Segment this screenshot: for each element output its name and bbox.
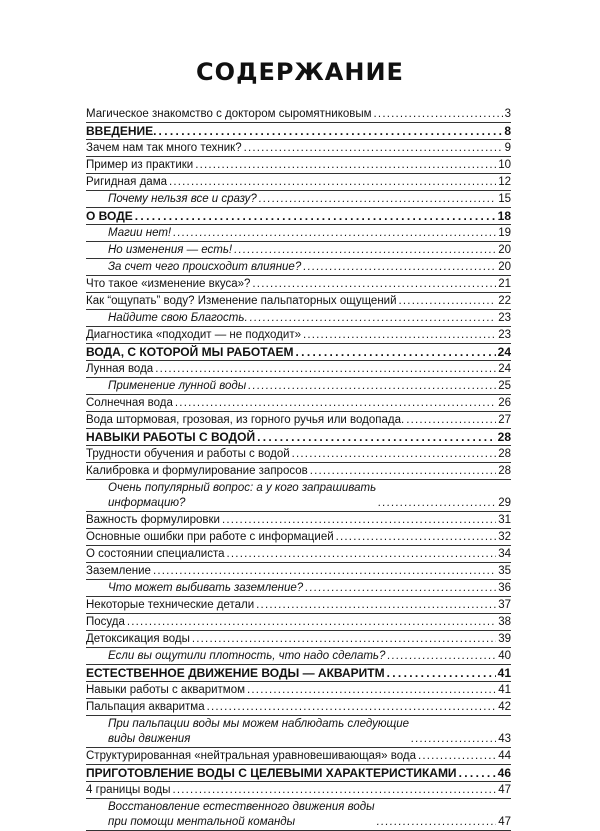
page-number: 25 xyxy=(498,380,511,392)
entry-title: Что такое «изменение вкуса»? xyxy=(86,278,251,290)
toc-entry xyxy=(86,276,511,293)
toc-entry xyxy=(86,682,511,699)
dot-leader xyxy=(411,732,496,747)
entry-title: Но изменения — есть! xyxy=(108,244,233,256)
dot-leader xyxy=(374,107,503,122)
entry-title-line: Восстановление естественного движения воды xyxy=(108,801,375,813)
page-number: 43 xyxy=(498,733,511,745)
entry-title: Применение лунной воды xyxy=(108,380,247,392)
entry-title-line: Очень популярный вопрос: а у кого запрашивать xyxy=(108,482,377,494)
dot-leader xyxy=(153,564,496,579)
toc-entry xyxy=(86,327,511,344)
dot-leader xyxy=(292,447,497,462)
toc-entry xyxy=(86,748,511,765)
entry-title: ЕСТЕСТВЕННОЕ ДВИЖЕНИЕ ВОДЫ — АКВАРИТМ xyxy=(86,666,385,680)
entry-title-line: при помощи ментальной команды xyxy=(108,816,296,828)
entry-title: Как “ощупать” воду? Изменение пальпаторных ощущений xyxy=(86,295,397,307)
page-number: 21 xyxy=(498,278,511,290)
toc-entry xyxy=(86,310,511,327)
toc-entry xyxy=(86,799,511,831)
page-number: 27 xyxy=(498,414,511,426)
entry-title: Вода штормовая, грозовая, из горного ручья или водопада. xyxy=(86,414,405,426)
page-number: 24 xyxy=(497,345,511,359)
toc-entry xyxy=(86,699,511,716)
page-number: 46 xyxy=(497,766,511,780)
page-number: 31 xyxy=(498,514,511,526)
toc-entry xyxy=(86,580,511,597)
toc-entry xyxy=(86,157,511,174)
dot-leader xyxy=(135,209,496,224)
dot-leader xyxy=(227,547,497,562)
entry-title-line: виды движения xyxy=(108,733,191,745)
page-number: 42 xyxy=(498,701,511,713)
page-number: 18 xyxy=(497,209,511,223)
dot-leader xyxy=(248,379,496,394)
entry-title: НАВЫКИ РАБОТЫ С ВОДОЙ xyxy=(86,430,256,444)
entry-title: За счет чего происходит влияние? xyxy=(108,261,302,273)
dot-leader xyxy=(259,192,496,207)
dot-leader xyxy=(222,513,496,528)
page-number: 40 xyxy=(498,650,511,662)
page-number: 37 xyxy=(498,599,511,611)
toc-entry xyxy=(86,716,511,748)
dot-leader xyxy=(305,581,496,596)
page-number: 15 xyxy=(498,193,511,205)
dot-leader xyxy=(377,815,497,830)
entry-title: Магическое знакомство с доктором сыромятниковым xyxy=(86,108,372,120)
toc-entry xyxy=(86,463,511,480)
page-number: 36 xyxy=(498,582,511,594)
toc-entry xyxy=(86,395,511,412)
dot-leader xyxy=(195,158,496,173)
toc-entry xyxy=(86,512,511,529)
page-number: 32 xyxy=(498,531,511,543)
entry-title xyxy=(108,717,409,747)
toc-entry xyxy=(86,614,511,631)
page-number: 38 xyxy=(498,616,511,628)
entry-title: Детоксикация воды xyxy=(86,633,190,645)
dot-leader xyxy=(256,598,496,613)
toc-entry xyxy=(86,563,511,580)
dot-leader xyxy=(247,683,496,698)
dot-leader xyxy=(173,783,497,798)
table-of-contents xyxy=(86,106,511,831)
entry-title: Посуда xyxy=(86,616,125,628)
entry-title: Важность формулировки xyxy=(86,514,220,526)
toc-entry xyxy=(86,106,511,123)
entry-title-line: информацию? xyxy=(108,497,186,509)
toc-entry xyxy=(86,412,511,429)
page-number: 35 xyxy=(498,565,511,577)
page-number: 12 xyxy=(498,176,511,188)
entry-title: Почему нельзя все и сразу? xyxy=(108,193,257,205)
page-number: 47 xyxy=(498,784,511,796)
page-number: 23 xyxy=(498,329,511,341)
page-number: 19 xyxy=(498,227,511,239)
page-number: 23 xyxy=(498,312,511,324)
dot-leader xyxy=(418,749,496,764)
entry-title: Если вы ощутили плотность, что надо сделать? xyxy=(108,650,386,662)
entry-title: Трудности обучения и работы с водой xyxy=(86,448,290,460)
entry-title: Пример из практики xyxy=(86,159,194,171)
entry-title-line: При пальпации воды мы можем наблюдать следующие xyxy=(108,718,410,730)
entry-title: Что может выбивать заземление? xyxy=(108,582,304,594)
dot-leader xyxy=(459,766,496,781)
entry-title: Навыки работы с акваритмом xyxy=(86,684,246,696)
dot-leader xyxy=(303,260,496,275)
entry-title: Структурированная «нейтральная уравновешивающая» вода xyxy=(86,750,416,762)
dot-leader xyxy=(207,700,497,715)
toc-entry xyxy=(86,361,511,378)
dot-leader xyxy=(244,141,503,156)
dot-leader xyxy=(378,496,496,511)
dot-leader xyxy=(399,294,497,309)
toc-section-entry xyxy=(86,665,511,682)
toc-entry xyxy=(86,293,511,310)
page-number: 20 xyxy=(498,261,511,273)
dot-leader xyxy=(257,430,496,445)
entry-title: ВОДА, С КОТОРОЙ МЫ РАБОТАЕМ xyxy=(86,345,294,359)
toc-entry xyxy=(86,648,511,665)
toc-entry xyxy=(86,480,511,512)
page-number: 8 xyxy=(504,124,511,138)
entry-title: О ВОДЕ xyxy=(86,209,133,223)
entry-title: Пальпация акваритма xyxy=(86,701,205,713)
dot-leader xyxy=(127,615,496,630)
toc-entry xyxy=(86,631,511,648)
toc-entry xyxy=(86,140,511,157)
entry-title: Найдите свою Благость. xyxy=(108,312,248,324)
toc-section-entry xyxy=(86,344,511,361)
dot-leader xyxy=(155,362,496,377)
entry-title: Ригидная дама xyxy=(86,176,167,188)
dot-leader xyxy=(336,530,497,545)
toc-entry xyxy=(86,529,511,546)
dot-leader xyxy=(192,632,496,647)
page-number: 34 xyxy=(498,548,511,560)
page-number: 41 xyxy=(498,684,511,696)
page-number: 9 xyxy=(504,142,511,154)
dot-leader xyxy=(252,277,496,292)
page-number: 20 xyxy=(498,244,511,256)
dot-leader xyxy=(175,396,496,411)
page-number: 28 xyxy=(498,465,511,477)
page-number: 44 xyxy=(498,750,511,762)
entry-title: Зачем нам так много техник? xyxy=(86,142,242,154)
dot-leader xyxy=(387,649,496,664)
dot-leader xyxy=(234,243,496,258)
toc-section-entry xyxy=(86,123,511,140)
dot-leader xyxy=(250,311,497,326)
page-number: 3 xyxy=(504,108,511,120)
toc-entry xyxy=(86,191,511,208)
entry-title: ВВЕДЕНИЕ. xyxy=(86,124,157,138)
toc-entry xyxy=(86,597,511,614)
dot-leader xyxy=(295,345,495,360)
page-number: 10 xyxy=(498,159,511,171)
entry-title: ПРИГОТОВЛЕНИЕ ВОДЫ С ЦЕЛЕВЫМИ ХАРАКТЕРИСТИКАМИ xyxy=(86,766,457,780)
toc-section-entry xyxy=(86,429,511,446)
toc-entry xyxy=(86,174,511,191)
entry-title: Солнечная вода xyxy=(86,397,173,409)
page-number: 28 xyxy=(497,430,511,444)
toc-entry xyxy=(86,242,511,259)
toc-entry xyxy=(86,378,511,395)
entry-title: Магии нет! xyxy=(108,227,172,239)
entry-title xyxy=(108,481,376,511)
dot-leader xyxy=(159,124,503,139)
entry-title: Диагностика «подходит — не подходит» xyxy=(86,329,301,341)
page-number: 26 xyxy=(498,397,511,409)
dot-leader xyxy=(310,464,496,479)
entry-title: Калибровка и формулирование запросов xyxy=(86,465,308,477)
entry-title: Некоторые технические детали xyxy=(86,599,255,611)
page-number: 39 xyxy=(498,633,511,645)
toc-entry xyxy=(86,782,511,799)
toc-entry xyxy=(86,259,511,276)
dot-leader xyxy=(406,413,496,428)
toc-entry xyxy=(86,225,511,242)
page-number: 22 xyxy=(498,295,511,307)
dot-leader xyxy=(173,226,496,241)
toc-entry xyxy=(86,546,511,563)
dot-leader xyxy=(387,666,496,681)
dot-leader xyxy=(303,328,496,343)
dot-leader xyxy=(169,175,496,190)
entry-title: Заземление xyxy=(86,565,151,577)
toc-entry xyxy=(86,446,511,463)
page-title: СОДЕРЖАНИЕ xyxy=(196,58,404,86)
page-number: 47 xyxy=(498,816,511,828)
entry-title xyxy=(108,800,375,830)
page-number: 29 xyxy=(498,497,511,509)
toc-section-entry xyxy=(86,765,511,782)
entry-title: О состоянии специалиста xyxy=(86,548,225,560)
entry-title: Лунная вода xyxy=(86,363,154,375)
page-number: 28 xyxy=(498,448,511,460)
entry-title: 4 границы воды xyxy=(86,784,171,796)
entry-title: Основные ошибки при работе с информацией xyxy=(86,531,334,543)
page-number: 41 xyxy=(497,666,511,680)
page-number: 24 xyxy=(498,363,511,375)
toc-section-entry xyxy=(86,208,511,225)
